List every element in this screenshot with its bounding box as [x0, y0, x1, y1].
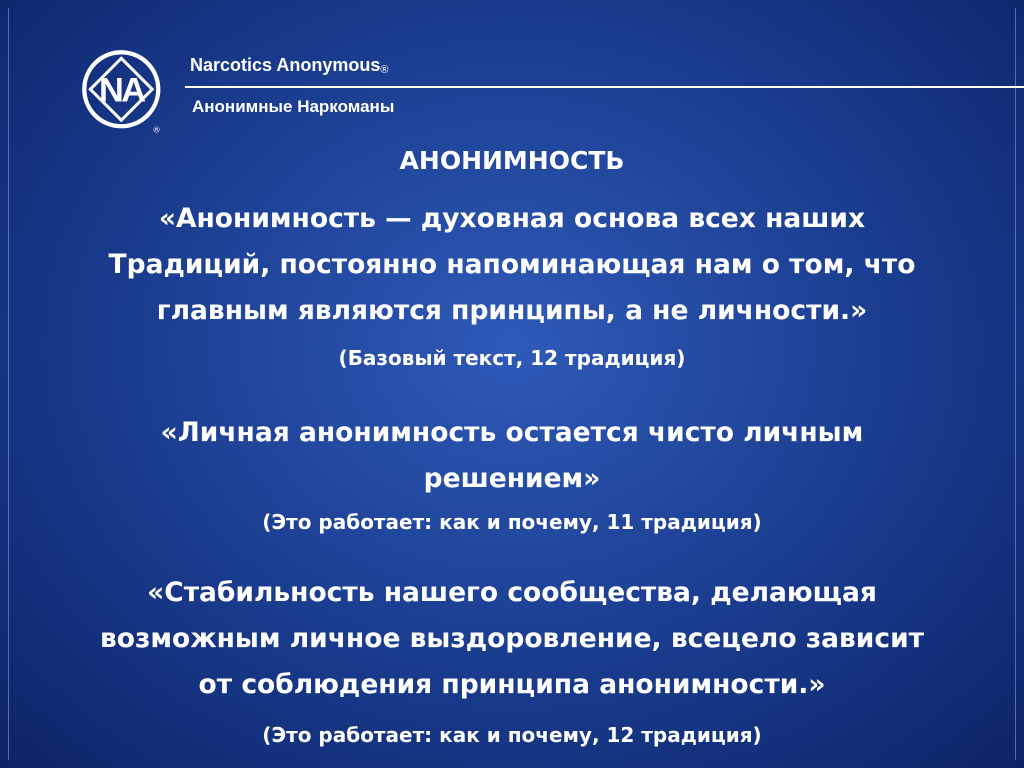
quote-3-line-2: возможным личное выздоровление, всецело зависит	[99, 623, 925, 654]
logo-registered-mark: ®	[153, 124, 160, 134]
quote-1	[20, 196, 1004, 334]
na-logo-icon	[80, 48, 166, 134]
org-name-russian: Анонимные Наркоманы	[192, 97, 395, 116]
quote-1-source: (Базовый текст, 12 традиция)	[338, 346, 686, 370]
quote-1-line-2: Традиций, постоянно напоминающая нам о том, что	[108, 249, 916, 280]
quote-2	[20, 410, 1004, 502]
frame-right-line	[1015, 8, 1016, 760]
quote-3-line-3: от соблюдения принципа анонимности.»	[198, 669, 826, 700]
quote-2-line-1: «Личная анонимность остается чисто личным	[160, 417, 864, 448]
logo-letters: NA	[99, 71, 144, 110]
quote-1-line-1: «Анонимность — духовная основа всех наших	[158, 203, 866, 234]
registered-mark: ®	[380, 64, 389, 76]
quote-2-source: (Это работает: как и почему, 11 традиция)	[262, 510, 762, 534]
quote-1-line-3: главным являются принципы, а не личности.»	[156, 295, 868, 326]
slide-title: АНОНИМНОСТЬ	[399, 146, 625, 175]
quote-3-line-1: «Стабильность нашего сообщества, делающая	[147, 577, 877, 608]
quote-3	[20, 570, 1004, 708]
quote-3-source: (Это работает: как и почему, 12 традиция)	[262, 723, 762, 747]
quote-2-line-2: решением»	[423, 463, 601, 494]
org-name-english	[190, 55, 388, 76]
header-rule	[185, 86, 1024, 88]
org-name-english-text: Narcotics Anonymous	[190, 55, 381, 75]
frame-left-line	[8, 8, 9, 760]
